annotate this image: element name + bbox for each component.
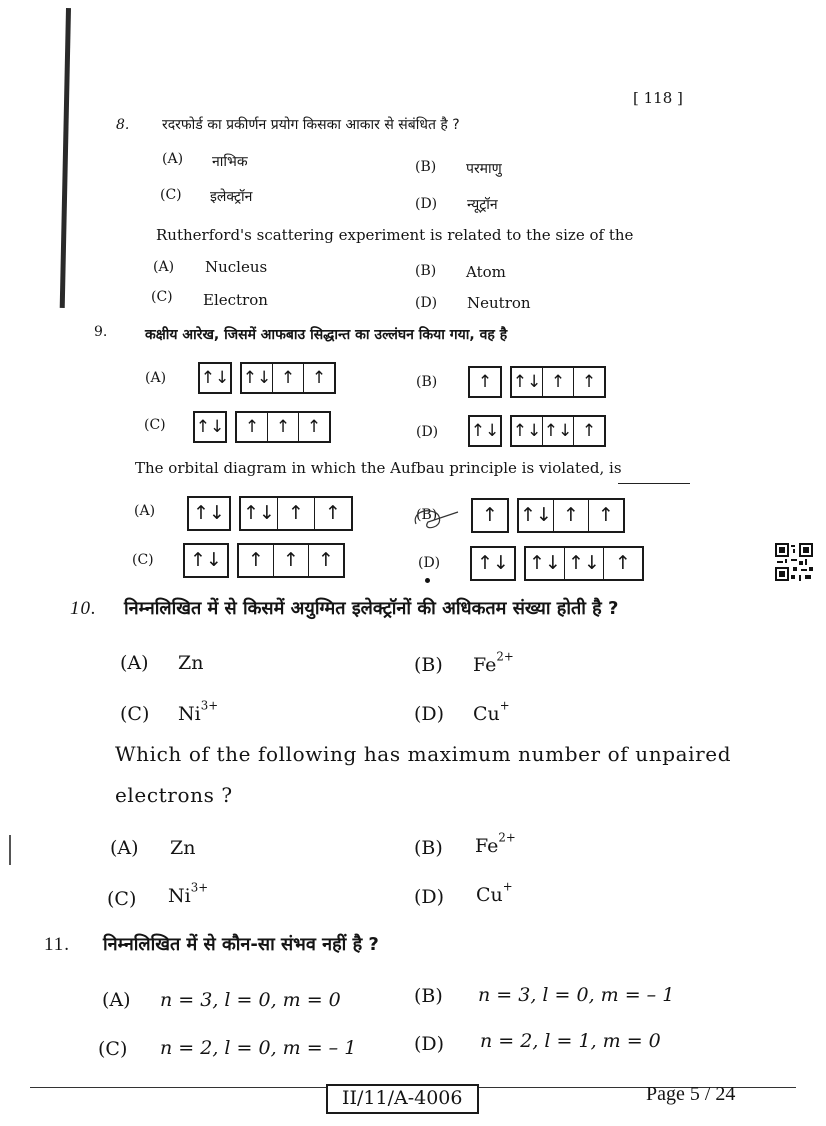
q9-option-d-label: (D) xyxy=(418,555,441,571)
orbital-box: ↑ xyxy=(239,545,274,576)
page-code: [ 118 ] xyxy=(633,89,683,107)
orbital-box: ↑ xyxy=(615,552,631,574)
q8-option-b-text: Atom xyxy=(466,263,506,281)
q10-hindi-option-b-text: $Fe^{2+}$ xyxy=(473,649,514,676)
q8-option-a-label: (A) xyxy=(153,259,175,275)
q10-option-a-text: Zn xyxy=(170,837,196,859)
q11-option-b-label: (B) xyxy=(414,985,443,1007)
q9-hindi-diagram-c xyxy=(193,411,339,443)
q9-option-c-label: (C) xyxy=(132,552,154,568)
q9-option-a-label: (A) xyxy=(134,503,156,519)
q9-diagram-a xyxy=(187,496,361,531)
page-number: Page 5 / 24 xyxy=(646,1083,736,1105)
q9-option-b-label: (B) xyxy=(416,507,438,523)
q11-option-b-text: n = 3, l = 0, m = – 1 xyxy=(478,984,675,1006)
question-8-hindi: रदरफोर्ड का प्रकीर्णन प्रयोग किसका आकार से संबंधित है ? xyxy=(162,117,460,133)
handwritten-underline xyxy=(618,483,690,484)
s-orbital-group xyxy=(183,543,229,578)
orbital-box: ↑↓ xyxy=(241,498,278,529)
orbital-box: ↑ xyxy=(598,504,614,526)
question-8-english: Rutherford's scattering experiment is related to the size of the xyxy=(156,226,634,244)
question-10-english-line-2: electrons ? xyxy=(115,783,233,807)
question-10-number: 10. xyxy=(70,598,97,619)
qr-code xyxy=(775,543,813,581)
handwritten-circle-mark xyxy=(410,504,470,534)
q10-option-c-label: (C) xyxy=(107,888,137,910)
s-orbital-group xyxy=(470,546,516,581)
q9-hindi-option-c-label: (C) xyxy=(144,417,166,433)
q9-diagram-b xyxy=(471,498,633,533)
q8-hindi-option-a-text: नाभिक xyxy=(212,154,248,170)
paper-code: II/11/A-4006 xyxy=(326,1084,479,1114)
orbital-box: ↑↓ xyxy=(512,368,543,396)
orbital-box: ↑↓ xyxy=(565,548,604,579)
q8-hindi-option-a-label: (A) xyxy=(162,151,184,167)
p-orbital-group xyxy=(517,498,625,533)
orbital-box: ↑↓ xyxy=(242,364,273,392)
q10-hindi-option-c-label: (C) xyxy=(120,703,150,725)
s-orbital-group xyxy=(198,362,232,394)
q9-diagram-d xyxy=(470,546,652,581)
q11-option-c-text: n = 2, l = 0, m = – 1 xyxy=(160,1037,357,1059)
orbital-box: ↑↓ xyxy=(195,416,225,437)
q10-option-a-label: (A) xyxy=(110,837,139,859)
q9-hindi-option-a-label: (A) xyxy=(145,370,167,386)
q8-hindi-option-c-text: इलेक्ट्रॉन xyxy=(210,189,253,205)
q10-hindi-option-c-text: $Ni^{3+}$ xyxy=(178,698,219,725)
q8-option-c-text: Electron xyxy=(203,291,268,309)
orbital-box: ↑ xyxy=(318,549,334,571)
question-9-english: The orbital diagram in which the Aufbau principle is violated, is xyxy=(135,459,622,477)
q10-hindi-option-b-label: (B) xyxy=(414,654,443,676)
q8-hindi-option-d-text: न्यूट्रॉन xyxy=(467,197,498,213)
orbital-box: ↑ xyxy=(581,371,597,392)
s-orbital-group xyxy=(471,498,509,533)
s-orbital-group xyxy=(187,496,231,531)
q8-option-d-label: (D) xyxy=(415,295,438,311)
q10-option-b-text: $Fe^{2+}$ xyxy=(475,830,516,857)
s-orbital-group xyxy=(193,411,227,443)
q11-option-a-text: n = 3, l = 0, m = 0 xyxy=(160,989,341,1011)
question-9-hindi: कक्षीय आरेख, जिसमें आफबाउ सिद्धान्त का उल्लंघन किया गया, वह है xyxy=(145,327,508,343)
q8-hindi-option-d-label: (D) xyxy=(415,196,438,212)
question-11-number: 11. xyxy=(44,934,71,955)
margin-mark xyxy=(9,835,11,865)
orbital-box: ↑↓ xyxy=(470,420,500,441)
orbital-box: ↑ xyxy=(237,413,268,441)
question-9-number: 9. xyxy=(94,324,108,340)
question-11-hindi: निम्नलिखित में से कौन-सा संभव नहीं है ? xyxy=(103,934,379,955)
q8-option-a-text: Nucleus xyxy=(205,258,268,276)
q8-option-b-label: (B) xyxy=(415,263,437,279)
orbital-box: ↑↓ xyxy=(526,548,565,579)
orbital-box: ↑ xyxy=(581,420,597,441)
question-8-number: 8. xyxy=(116,117,130,133)
q10-hindi-option-d-text: Cu+ xyxy=(473,698,510,725)
q8-hindi-option-b-label: (B) xyxy=(415,159,437,175)
q8-hindi-option-c-label: (C) xyxy=(160,187,182,203)
p-orbital-group xyxy=(510,415,606,447)
orbital-box: ↑↓ xyxy=(512,417,543,445)
orbital-box: ↑ xyxy=(311,367,327,388)
answer-dot-mark xyxy=(425,578,430,583)
q9-diagram-c xyxy=(183,543,353,578)
q10-option-d-label: (D) xyxy=(414,886,445,908)
q9-hindi-option-b-label: (B) xyxy=(416,374,438,390)
orbital-box: ↑↓ xyxy=(193,502,225,524)
orbital-box: ↑ xyxy=(278,498,315,529)
orbital-box: ↑ xyxy=(477,371,493,392)
orbital-box: ↑↓ xyxy=(519,500,554,531)
s-orbital-group xyxy=(468,415,502,447)
orbital-box: ↑↓ xyxy=(190,549,222,571)
orbital-box: ↑↓ xyxy=(477,552,509,574)
orbital-box: ↑ xyxy=(482,504,498,526)
q9-hindi-option-d-label: (D) xyxy=(416,424,439,440)
binding-edge-mark xyxy=(60,8,71,308)
q9-hindi-diagram-b xyxy=(468,366,614,398)
q8-hindi-option-b-text: परमाणु xyxy=(466,161,502,177)
question-10-english-line-1: Which of the following has maximum number of unpaired xyxy=(115,742,732,766)
p-orbital-group xyxy=(239,496,353,531)
q10-hindi-option-d-label: (D) xyxy=(414,703,445,725)
q8-option-c-label: (C) xyxy=(151,289,173,305)
orbital-box: ↑ xyxy=(554,500,589,531)
q10-option-d-text: Cu+ xyxy=(476,879,513,906)
orbital-box: ↑ xyxy=(273,364,304,392)
p-orbital-group xyxy=(240,362,336,394)
q9-hindi-diagram-d xyxy=(468,415,614,447)
question-10-hindi: निम्नलिखित में से किसमें अयुग्मित इलेक्ट्रॉनों की अधिकतम संख्या होती है ? xyxy=(124,598,619,619)
q11-option-d-label: (D) xyxy=(414,1033,445,1055)
q10-hindi-option-a-text: Zn xyxy=(178,652,204,674)
orbital-box: ↑ xyxy=(325,502,341,524)
orbital-box: ↑ xyxy=(274,545,309,576)
q11-option-a-label: (A) xyxy=(102,989,131,1011)
q10-hindi-option-a-label: (A) xyxy=(120,652,149,674)
q9-hindi-diagram-a xyxy=(198,362,344,394)
orbital-box: ↑ xyxy=(268,413,299,441)
orbital-box: ↑ xyxy=(306,416,322,437)
p-orbital-group xyxy=(510,366,606,398)
orbital-box: ↑↓ xyxy=(543,417,574,445)
q10-option-c-text: $Ni^{3+}$ xyxy=(168,880,209,907)
p-orbital-group xyxy=(237,543,345,578)
orbital-box: ↑ xyxy=(543,368,574,396)
q8-option-d-text: Neutron xyxy=(467,294,531,312)
q11-option-c-label: (C) xyxy=(98,1038,128,1060)
s-orbital-group xyxy=(468,366,502,398)
p-orbital-group xyxy=(524,546,644,581)
orbital-box: ↑↓ xyxy=(200,367,230,388)
p-orbital-group xyxy=(235,411,331,443)
q11-option-d-text: n = 2, l = 1, m = 0 xyxy=(480,1030,661,1052)
q10-option-b-label: (B) xyxy=(414,837,443,859)
